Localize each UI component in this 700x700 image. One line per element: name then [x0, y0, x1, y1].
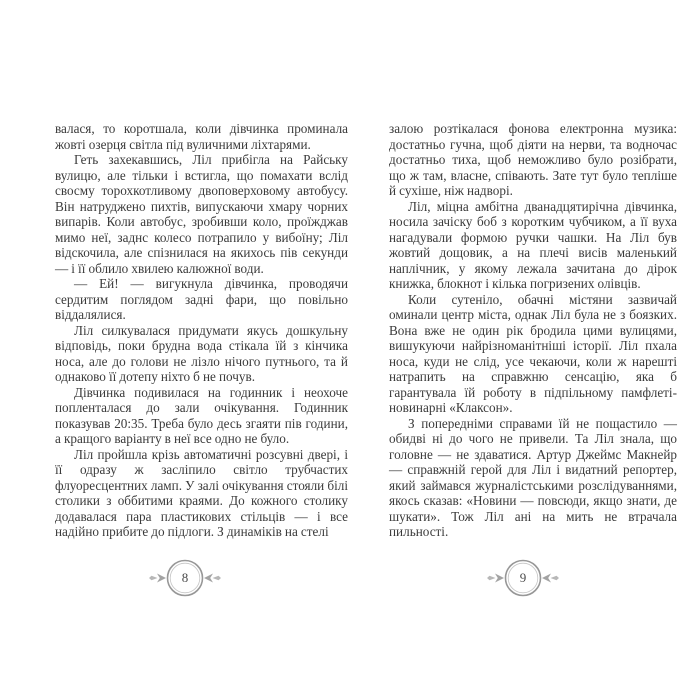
page-number-ornament-right: [475, 556, 571, 600]
page-number-ornament-left: [137, 556, 233, 600]
page-left-text: [55, 121, 348, 540]
paragraph: залою розтікалася фонова електронна музика: достатньо гучна, щоб діяти на нерви, та водночас достатньо тиха, щоб неможливо було розібрати, що ж там, власне, співають. Зате тут було тепліше й сухіше, ніж надворі.: [389, 121, 677, 198]
paragraph: Ліл силкувалася придумати якусь дошкульну відповідь, поки брудна вода стікала їй з кінчика носа, але до голови не лізло нічого путнього, та й однаково її дотепу ніхто б не почув.: [55, 322, 348, 384]
page-number: 9: [519, 570, 527, 585]
paragraph: Ліл пройшла крізь автоматичні розсувні двері, і її одразу ж засліпило світло трубчастих флуоресцентних ламп. У залі очікування стояли білі столики з оббитими краями. До кожного столику додавалася пара пластикових стільців — і все надійно прибите до підлоги. З динаміків на стелі: [55, 446, 348, 539]
paragraph: валася, то коротшала, коли дівчинка проминала жовті озерця світла під вуличними ліхтарями.: [55, 121, 348, 152]
paragraph: З попередніми справами їй не пощастило — обидві ні до чого не привели. Та Ліл знала, що головне — не здаватися. Артур Джеймс Макнейр — справжній герой для Ліл і видатний репортер, який займався журналістськими розслідуваннями, якось сказав: «Новини — повсюди, якщо знати, де шукати». Тож Ліл ані на мить не втрачала пильності.: [389, 415, 677, 539]
paragraph: Коли сутеніло, обачні містяни зазвичай оминали центр міста, однак Ліл була не з боязких. Вона вже не один рік бродила цими вулицями, вишукуючи найрізноманітніші історії. Ліл пхала носа, куди не слід, усе чекаючи, коли ж нарешті натрапить на справжню сенсацію, яка б гарантувала їй роботу в підпільному памфлеті-новинарні «Клаксон».: [389, 291, 677, 415]
paragraph: Геть захекавшись, Ліл прибігла на Райську вулицю, але тільки і встигла, що помахати вслід свосму торохкотливому двоповерховому автобусу. Він натруджено пихтів, випускаючи хмару чорних випарів. Коли автобус, зробивши коло, проїжджав мимо неї, заднс колесо потрапило у вибоїну; Ліл відскочила, але спізнилася на якихось пів секунди — і її облило хвилею калюжної води.: [55, 152, 348, 276]
page-number: 8: [181, 570, 189, 585]
page-right: [389, 121, 677, 540]
page-right-text: [389, 121, 677, 540]
paragraph: Дівчинка подивилася на годинник і неохоче попленталася до зали очікування. Годинник показував 20:35. Треба було десь згаяти пів години, а кращого варіанту в неї все одно не було.: [55, 384, 348, 446]
paragraph: Ліл, міцна амбітна дванадцятирічна дівчинка, носила зачіску боб з коротким чубчиком, а її вуха нагадували формою ручки чашки. На Ліл був жовтий дощовик, а на плечі висів маленький наплічник, у якому лежала зачитана до дірок книжка, блокнот і кілька погризених олівців.: [389, 198, 677, 291]
page-left: [55, 121, 348, 540]
paragraph: — Ей! — вигукнула дівчинка, проводячи сердитим поглядом задні фари, що повільно віддалялися.: [55, 276, 348, 322]
